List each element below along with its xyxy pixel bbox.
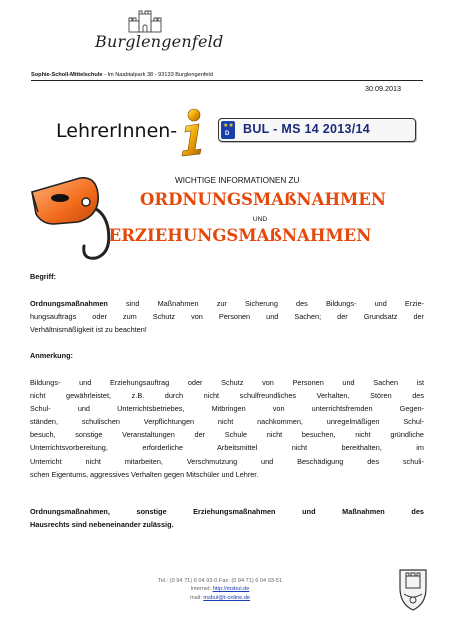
license-plate: [218, 118, 416, 142]
address-details: - Im Naabtalpark 38 - 93133 Burglengenfeld: [102, 72, 213, 78]
school-name: Sophie-Scholl-Mittelschule: [31, 72, 103, 78]
paragraph-line: Unterrichtsvorbereitung, erforderliche Arbeitsmittel nicht bereithalten, im: [30, 443, 424, 453]
header-divider: [31, 80, 423, 81]
school-address: [31, 72, 213, 78]
paragraph-line: ständen, schulischen Verpflichtungen nicht nachkommen, unregelmäßigen Schul-: [30, 417, 424, 427]
anmerkung-paragraph: [30, 376, 424, 481]
paragraph-line: Hausrechts sind nebeneinander zulässig.: [30, 520, 174, 530]
conclusion-paragraph: [30, 505, 424, 531]
plate-text: BUL - MS 14 2013/14: [243, 122, 371, 136]
begriff-label: Begriff:: [30, 272, 56, 281]
banner-title: LehrerInnen-: [56, 120, 178, 142]
paragraph-line: hungsauftrags oder zum Schutz von Personen und Sachen; der Grundsatz der: [30, 312, 424, 322]
logo-text: Burglengenfeld: [95, 32, 224, 51]
website-link[interactable]: http://msbul.de: [212, 586, 250, 593]
anmerkung-label: Anmerkung:: [30, 351, 73, 360]
begriff-paragraph: [30, 297, 424, 336]
footer-phone: Tel.: (0 94 71) 6 04 93-0 Fax: (0 94 71) 6 04 93-51: [157, 578, 283, 584]
paragraph-line: Verhältnismäßigkeit ist zu beachten!: [30, 325, 147, 335]
title-erziehungsmassnahmen: ERZIEHUNGSMAßNAHMEN: [108, 226, 372, 245]
paragraph-line: Unterricht nicht mitarbeiten, Verschmutzung und Beschädigung des schuli-: [30, 456, 424, 466]
document-date: 30.09.2013: [365, 84, 401, 93]
paragraph-line: besuch, sonstige Veranstaltungen der Schule nicht besuchen, nicht gründliche: [30, 430, 424, 440]
paragraph-line: Bildungs- und Erziehungsauftrag oder Schutz von Personen und Sachen ist: [30, 378, 424, 387]
town-crest-icon: [396, 566, 430, 612]
email-link[interactable]: msbul@t-online.de: [203, 594, 251, 601]
title-ordnungsmassnahmen: ORDNUNGSMAßNAHMEN: [140, 190, 386, 209]
footer-contact: [120, 577, 320, 602]
eu-flag-icon: ★★ D: [223, 123, 234, 137]
begriff-term: Ordnungsmaßnahmen: [30, 299, 108, 308]
town-logo: [95, 6, 224, 64]
paragraph-line: schen Eigentums, aggressives Verhalten gegen Mitschüler und Lehrer.: [30, 469, 259, 479]
title-connector: UND: [252, 216, 268, 223]
footer-internet-label: Internet:: [190, 586, 213, 593]
paragraph-line: sind Maßnahmen zur Sicherung des Bildungs- und Erzie-: [107, 299, 424, 308]
plate-country-code: D: [225, 131, 230, 137]
footer-mail-label: mail:: [189, 594, 204, 601]
paragraph-line: nicht gewährleistet, z.B. durch nicht schulfreundliches Verhalten, Stören des: [30, 391, 424, 401]
info-icon: [168, 106, 216, 158]
intro-heading: WICHTIGE INFORMATIONEN ZU: [175, 176, 300, 185]
whistle-illustration: [24, 168, 144, 263]
paragraph-line: Ordnungsmaßnahmen, sonstige Erziehungsmaßnahmen und Maßnahmen des: [30, 507, 424, 516]
paragraph-line: Schul- und Unterrichtsbetriebes, Mitbringen von unterrichtsfremden Gegen-: [30, 404, 424, 414]
